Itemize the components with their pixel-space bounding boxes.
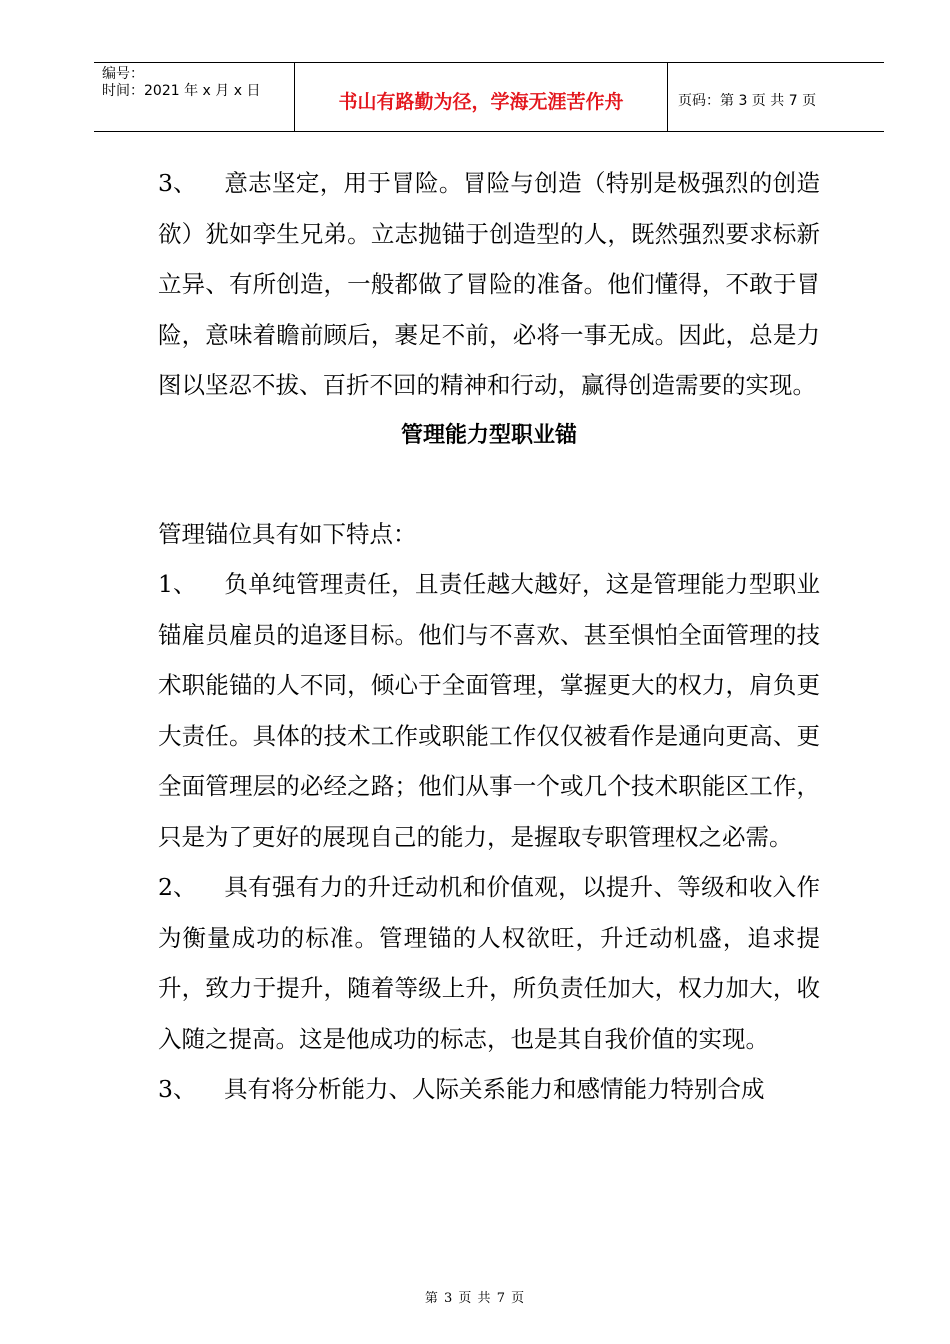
list-item-number: 3、 — [158, 1075, 197, 1103]
paragraph-3-continued — [158, 158, 820, 411]
time-label: 时间：2021 年 x 月 x 日 — [102, 83, 261, 99]
list-item — [158, 559, 820, 862]
header-page-label: 页码：第 3 页 共 7 页 — [678, 93, 817, 109]
list-item-text: 具有强有力的升迁动机和价值观，以提升、等级和收入作为衡量成功的标准。管理锚的人权欲旺，升迁动机盛，追求提升，致力于提升，随着等级上升，所负责任加大，权力加大，收入随之提高。这是他成功的标志，也是其自我价值的实现。 — [158, 873, 820, 1053]
document-header — [94, 62, 884, 132]
document-body — [158, 158, 820, 1115]
page-footer: 第 3 页 共 7 页 — [424, 1291, 526, 1306]
header-meta — [94, 63, 295, 131]
header-motto: 书山有路勤为径，学海无涯苦作舟 — [295, 63, 668, 131]
list-item — [158, 1064, 820, 1115]
section-intro: 管理锚位具有如下特点： — [158, 519, 417, 548]
list-item-number: 1、 — [158, 570, 197, 598]
paragraph-number: 3、 — [158, 169, 197, 197]
blank-line — [158, 461, 820, 509]
section-heading: 管理能力型职业锚 — [400, 422, 577, 448]
list-item — [158, 862, 820, 1064]
list-item-number: 2、 — [158, 873, 197, 901]
number-label: 编号： — [102, 66, 144, 82]
paragraph-text: 意志坚定，用于冒险。冒险与创造（特别是极强烈的创造欲）犹如孪生兄弟。立志抛锚于创造型的人，既然强烈要求标新立异、有所创造，一般都做了冒险的准备。他们懂得，不敢于冒险，意味着瞻前顾后，裹足不前，必将一事无成。因此，总是力图以坚忍不拔、百折不回的精神和行动，赢得创造需要的实现。 — [158, 169, 820, 399]
list-item-text: 具有将分析能力、人际关系能力和感情能力特别合成 — [224, 1075, 765, 1103]
list-item-text: 负单纯管理责任，且责任越大越好，这是管理能力型职业锚雇员雇员的追逐目标。他们与不喜欢、甚至惧怕全面管理的技术职能锚的人不同，倾心于全面管理，掌握更大的权力，肩负更大责任。具体的技术工作或职能工作仅仅被看作是通向更高、更全面管理层的必经之路；他们从事一个或几个技术职能区工作，只是为了更好的展现自己的能力，是握取专职管理权之必需。 — [158, 570, 820, 851]
